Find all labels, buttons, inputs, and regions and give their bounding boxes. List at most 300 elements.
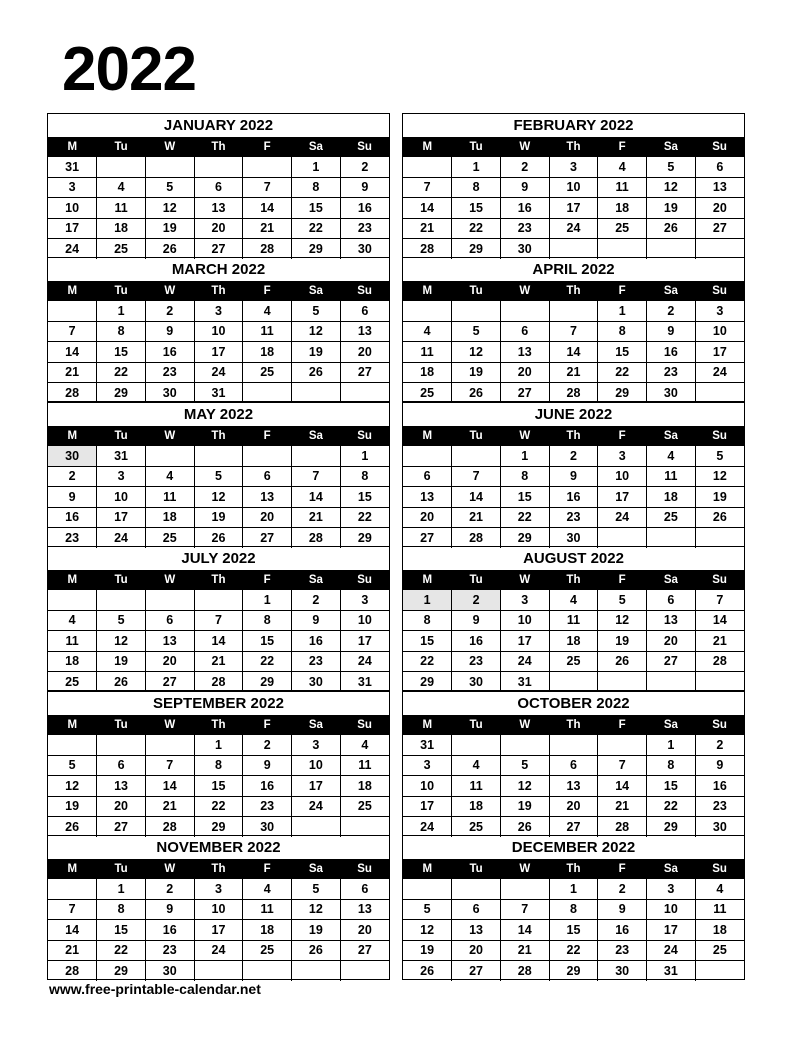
month-title: DECEMBER 2022 [511,839,636,856]
day-cell: 30 [647,383,696,403]
day-cell: 17 [695,342,744,363]
week-row [403,177,744,198]
day-cell: 26 [403,961,452,981]
day-cell: 19 [292,920,341,941]
day-cell: 26 [292,362,341,383]
day-cell: 12 [48,776,97,797]
weekday-header: F [243,426,292,446]
day-cell: 12 [97,631,146,652]
weekday-header-row [403,426,744,446]
weekday-header: W [500,281,549,301]
day-cell: 6 [647,590,696,611]
day-cell: 10 [48,198,97,219]
day-cell: 5 [292,301,341,322]
day-cell: 18 [452,796,501,817]
week-row [48,899,389,920]
week-row [403,383,744,403]
day-cell: 29 [243,672,292,692]
weekday-header: Tu [452,137,501,157]
day-cell: 21 [403,218,452,239]
day-cell: 29 [452,239,501,259]
day-cell [549,239,598,259]
day-cell: 4 [452,755,501,776]
day-cell: 15 [194,776,243,797]
day-cell: 5 [48,755,97,776]
weekday-header-row [48,570,389,590]
day-cell: 2 [340,157,389,178]
day-cell: 2 [695,735,744,756]
day-cell [194,590,243,611]
weekday-header: Su [695,715,744,735]
day-cell: 19 [403,940,452,961]
day-cell: 19 [292,342,341,363]
week-row [48,755,389,776]
day-cell: 9 [145,321,194,342]
day-cell: 22 [340,507,389,528]
weekday-header: Tu [452,570,501,590]
day-cell: 31 [97,446,146,467]
day-cell: 5 [403,899,452,920]
day-cell: 31 [403,735,452,756]
day-cell: 26 [97,672,146,692]
weekday-header: M [403,281,452,301]
day-cell: 17 [500,631,549,652]
day-cell: 27 [500,383,549,403]
day-cell: 19 [194,507,243,528]
weekday-header: W [145,137,194,157]
month-table [48,859,389,981]
day-cell [243,446,292,467]
day-cell: 24 [549,218,598,239]
day-cell: 18 [598,198,647,219]
day-cell: 31 [48,157,97,178]
day-cell: 2 [48,466,97,487]
day-cell: 2 [452,590,501,611]
day-cell: 21 [48,940,97,961]
weekday-header: Tu [97,715,146,735]
week-row [403,610,744,631]
day-cell: 14 [292,487,341,508]
weekday-header: Sa [292,859,341,879]
weekday-header: Su [340,137,389,157]
day-cell: 18 [243,920,292,941]
day-cell: 16 [145,920,194,941]
week-row [403,218,744,239]
day-cell: 28 [500,961,549,981]
week-row [48,218,389,239]
week-row [48,177,389,198]
day-cell: 6 [549,755,598,776]
day-cell: 24 [403,817,452,837]
day-cell: 7 [292,466,341,487]
month-block [47,835,390,980]
weekday-header: M [48,570,97,590]
day-cell: 12 [500,776,549,797]
footer-url[interactable]: www.free-printable-calendar.net [49,981,261,997]
day-cell: 7 [549,321,598,342]
day-cell: 8 [647,755,696,776]
day-cell: 4 [598,157,647,178]
day-cell: 10 [598,466,647,487]
day-cell: 3 [48,177,97,198]
day-cell: 6 [194,177,243,198]
day-cell: 7 [500,899,549,920]
weekday-header: Su [340,715,389,735]
day-cell: 12 [145,198,194,219]
day-cell: 8 [340,466,389,487]
month-title: JULY 2022 [181,550,256,567]
day-cell: 22 [243,651,292,672]
day-cell: 15 [500,487,549,508]
weekday-header: F [243,570,292,590]
day-cell: 19 [48,796,97,817]
day-cell: 4 [48,610,97,631]
weekday-header: M [48,281,97,301]
weekday-header: W [500,859,549,879]
weekday-header: F [598,859,647,879]
weekday-header-row [403,137,744,157]
day-cell: 16 [145,342,194,363]
month-block [402,691,745,836]
day-cell: 28 [549,383,598,403]
day-cell: 25 [48,672,97,692]
weekday-header: M [403,137,452,157]
week-row [48,198,389,219]
day-cell: 21 [695,631,744,652]
month-block [47,113,390,258]
day-cell: 29 [340,528,389,548]
day-cell: 9 [340,177,389,198]
day-cell: 16 [292,631,341,652]
day-cell: 29 [403,672,452,692]
week-row [48,672,389,692]
day-cell: 1 [243,590,292,611]
day-cell: 6 [403,466,452,487]
day-cell: 27 [194,239,243,259]
day-cell: 29 [97,961,146,981]
day-cell: 6 [145,610,194,631]
week-row [403,879,744,900]
day-cell: 1 [500,446,549,467]
weekday-header: W [145,426,194,446]
week-row [403,776,744,797]
day-cell: 28 [598,817,647,837]
day-cell: 13 [695,177,744,198]
day-cell: 7 [48,321,97,342]
month-block [47,691,390,836]
day-cell: 17 [647,920,696,941]
week-row [48,796,389,817]
day-cell: 12 [194,487,243,508]
day-cell: 7 [452,466,501,487]
day-cell: 10 [194,899,243,920]
weekday-header: W [145,859,194,879]
day-cell: 9 [647,321,696,342]
weekday-header: Sa [647,715,696,735]
day-cell: 14 [145,776,194,797]
day-cell [145,157,194,178]
day-cell: 25 [647,507,696,528]
day-cell: 23 [145,362,194,383]
day-cell: 6 [500,321,549,342]
day-cell: 1 [549,879,598,900]
day-cell [598,672,647,692]
day-cell: 22 [647,796,696,817]
week-row [48,446,389,467]
day-cell: 18 [48,651,97,672]
day-cell: 30 [340,239,389,259]
day-cell [97,590,146,611]
day-cell: 6 [243,466,292,487]
day-cell: 14 [403,198,452,219]
weekday-header: W [145,281,194,301]
day-cell [598,239,647,259]
day-cell: 9 [695,755,744,776]
day-cell: 10 [194,321,243,342]
month-table [403,281,744,403]
day-cell: 28 [243,239,292,259]
day-cell: 8 [452,177,501,198]
week-row [403,342,744,363]
day-cell: 28 [452,528,501,548]
day-cell: 14 [598,776,647,797]
day-cell: 11 [549,610,598,631]
day-cell: 10 [500,610,549,631]
day-cell: 20 [97,796,146,817]
weekday-header: Th [194,570,243,590]
day-cell: 16 [598,920,647,941]
day-cell: 31 [500,672,549,692]
day-cell: 24 [292,796,341,817]
weekday-header: Sa [292,570,341,590]
day-cell: 18 [145,507,194,528]
day-cell: 4 [695,879,744,900]
day-cell: 9 [452,610,501,631]
weekday-header: W [500,570,549,590]
day-cell: 30 [145,383,194,403]
day-cell: 3 [695,301,744,322]
week-row [48,631,389,652]
weekday-header: W [145,570,194,590]
week-row [403,672,744,692]
day-cell: 21 [194,651,243,672]
day-cell: 4 [340,735,389,756]
day-cell: 13 [243,487,292,508]
day-cell: 11 [403,342,452,363]
day-cell: 25 [145,528,194,548]
day-cell [647,672,696,692]
month-block [402,257,745,402]
month-title: OCTOBER 2022 [517,695,630,712]
weekday-header: Th [194,426,243,446]
weekday-header: Sa [292,715,341,735]
day-cell: 18 [549,631,598,652]
day-cell: 27 [243,528,292,548]
day-cell: 23 [292,651,341,672]
day-cell: 22 [97,362,146,383]
day-cell [695,239,744,259]
day-cell [292,383,341,403]
day-cell: 29 [500,528,549,548]
weekday-header: Th [194,137,243,157]
day-cell: 3 [549,157,598,178]
day-cell: 6 [340,879,389,900]
day-cell [97,735,146,756]
day-cell: 7 [403,177,452,198]
day-cell: 30 [452,672,501,692]
week-row [403,735,744,756]
day-cell [452,735,501,756]
day-cell: 29 [97,383,146,403]
day-cell: 22 [500,507,549,528]
day-cell: 10 [695,321,744,342]
week-row [48,961,389,981]
day-cell: 18 [243,342,292,363]
day-cell: 19 [97,651,146,672]
weekday-header: Th [549,281,598,301]
day-cell: 21 [292,507,341,528]
day-cell: 22 [598,362,647,383]
day-cell: 21 [243,218,292,239]
day-cell: 26 [292,940,341,961]
day-cell: 28 [48,961,97,981]
day-cell: 30 [500,239,549,259]
weekday-header: Sa [647,859,696,879]
day-cell: 12 [695,466,744,487]
weekday-header-row [403,281,744,301]
month-title: MAY 2022 [183,406,254,423]
day-cell: 13 [340,321,389,342]
day-cell: 25 [243,940,292,961]
day-cell: 7 [598,755,647,776]
day-cell: 29 [598,383,647,403]
week-row [403,755,744,776]
day-cell [647,528,696,548]
day-cell: 27 [452,961,501,981]
day-cell: 15 [598,342,647,363]
month-block [47,546,390,691]
day-cell: 2 [145,879,194,900]
day-cell: 17 [292,776,341,797]
day-cell: 11 [340,755,389,776]
day-cell: 1 [452,157,501,178]
day-cell: 24 [194,362,243,383]
day-cell: 11 [598,177,647,198]
month-table [403,570,744,692]
day-cell: 5 [292,879,341,900]
day-cell: 27 [145,672,194,692]
weekday-header-row [403,859,744,879]
day-cell: 16 [340,198,389,219]
day-cell: 12 [403,920,452,941]
day-cell [695,528,744,548]
day-cell: 26 [598,651,647,672]
calendar-grid [47,113,745,979]
week-row [403,940,744,961]
day-cell: 23 [340,218,389,239]
month-table [48,137,389,259]
week-row [403,920,744,941]
day-cell: 15 [97,342,146,363]
weekday-header: Sa [292,281,341,301]
day-cell: 19 [695,487,744,508]
day-cell: 9 [598,899,647,920]
weekday-header: Sa [647,281,696,301]
day-cell [48,879,97,900]
day-cell: 25 [340,796,389,817]
day-cell: 13 [340,899,389,920]
day-cell: 22 [97,940,146,961]
weekday-header: Th [194,281,243,301]
day-cell: 17 [194,342,243,363]
day-cell: 26 [695,507,744,528]
day-cell: 20 [647,631,696,652]
day-cell: 22 [549,940,598,961]
day-cell: 25 [695,940,744,961]
weekday-header: Th [549,715,598,735]
month-table [403,715,744,837]
day-cell: 20 [403,507,452,528]
week-row [48,590,389,611]
day-cell: 5 [145,177,194,198]
day-cell: 2 [549,446,598,467]
weekday-header: M [48,715,97,735]
day-cell: 9 [145,899,194,920]
day-cell: 9 [549,466,598,487]
day-cell: 9 [48,487,97,508]
day-cell: 13 [145,631,194,652]
day-cell: 5 [452,321,501,342]
day-cell: 1 [647,735,696,756]
day-cell: 11 [452,776,501,797]
day-cell: 14 [500,920,549,941]
day-cell: 6 [452,899,501,920]
day-cell: 8 [549,899,598,920]
day-cell: 4 [243,879,292,900]
day-cell: 7 [194,610,243,631]
day-cell: 15 [292,198,341,219]
day-cell: 30 [145,961,194,981]
day-cell: 20 [194,218,243,239]
weekday-header: M [48,426,97,446]
weekday-header: F [598,715,647,735]
day-cell: 3 [403,755,452,776]
day-cell: 11 [243,321,292,342]
day-cell: 28 [194,672,243,692]
weekday-header: F [243,137,292,157]
day-cell [243,961,292,981]
weekday-header: F [243,715,292,735]
day-cell: 15 [97,920,146,941]
day-cell: 11 [145,487,194,508]
day-cell: 10 [97,487,146,508]
day-cell: 19 [647,198,696,219]
month-title: FEBRUARY 2022 [513,117,634,134]
day-cell: 15 [340,487,389,508]
day-cell: 4 [647,446,696,467]
day-cell: 8 [598,321,647,342]
day-cell: 28 [403,239,452,259]
day-cell [549,735,598,756]
weekday-header: Tu [452,859,501,879]
day-cell [194,446,243,467]
weekday-header-row [48,715,389,735]
weekday-header: Sa [647,137,696,157]
day-cell [145,590,194,611]
week-row [403,157,744,178]
day-cell: 24 [598,507,647,528]
day-cell: 16 [647,342,696,363]
